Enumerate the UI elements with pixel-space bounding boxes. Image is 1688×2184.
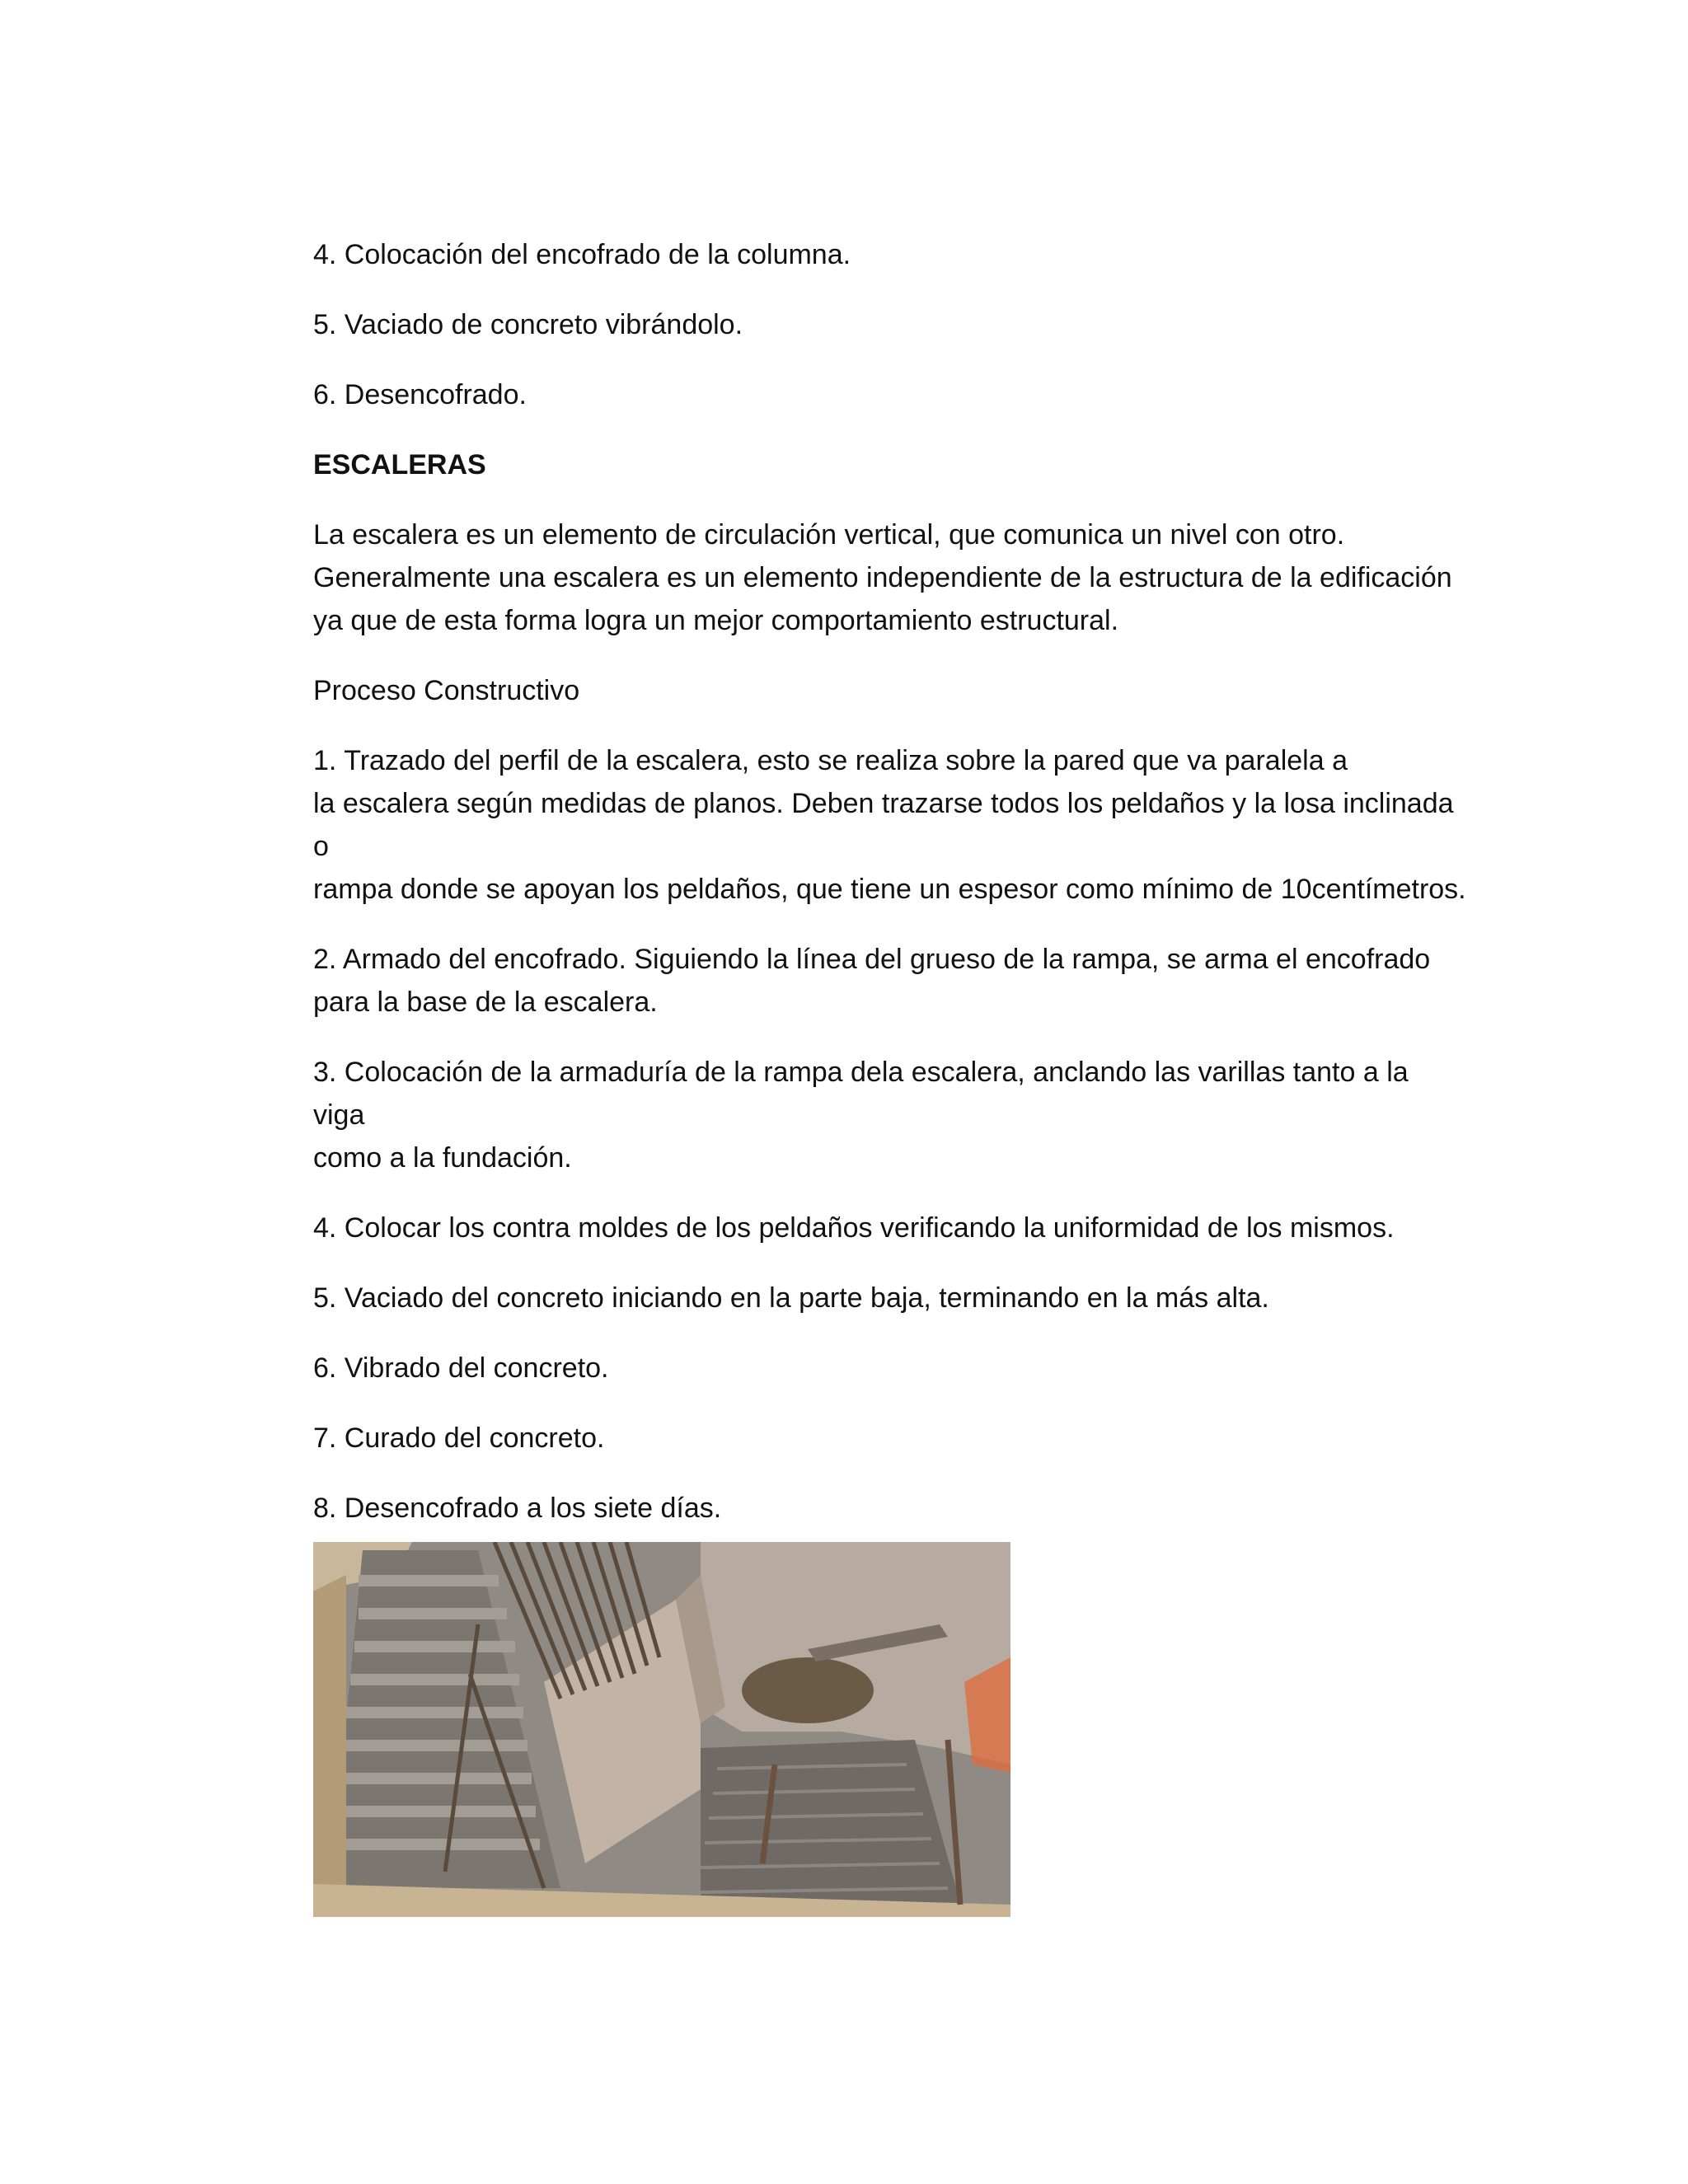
text-line: rampa donde se apoyan los peldaños, que tiene un espesor como mínimo de 10centímetros. (313, 874, 1466, 905)
text-line: la escalera según medidas de planos. Deben trazarse todos los peldaños y la losa inclinada o (313, 788, 1454, 862)
step-paragraph (313, 739, 1467, 911)
text-line: como a la fundación. (313, 1142, 572, 1174)
paragraph: 5. Vaciado de concreto vibrándolo. (313, 309, 743, 340)
step-paragraph: 5. Vaciado del concreto iniciando en la parte baja, terminando en la más alta. (313, 1282, 1269, 1314)
step-paragraph (313, 1051, 1467, 1179)
text-line: ya que de esta forma logra un mejor comportamiento estructural. (313, 605, 1119, 636)
text-line: 2. Armado del encofrado. Siguiendo la línea del grueso de la rampa, se arma el encofrado (313, 944, 1431, 975)
document-body (313, 233, 1467, 1627)
section-heading: ESCALERAS (313, 449, 486, 480)
step-paragraph (313, 938, 1467, 1024)
text-line: para la base de la escalera. (313, 987, 658, 1018)
paragraph: 4. Colocación del encofrado de la columna. (313, 239, 851, 270)
subheading: Proceso Constructivo (313, 675, 580, 706)
step-paragraph: 6. Vibrado del concreto. (313, 1352, 609, 1384)
step-paragraph: 8. Desencofrado a los siete días. (313, 1493, 722, 1524)
text-line: La escalera es un elemento de circulación vertical, que comunica un nivel con otro. (313, 519, 1345, 551)
step-paragraph: 4. Colocar los contra moldes de los peldaños verificando la uniformidad de los mismos. (313, 1212, 1395, 1244)
text-line: 3. Colocación de la armaduría de la rampa dela escalera, anclando las varillas tanto a la viga (313, 1057, 1409, 1131)
staircase-construction-photo (313, 1542, 1010, 1917)
paragraph: 6. Desencofrado. (313, 379, 527, 410)
text-line: 1. Trazado del perfil de la escalera, esto se realiza sobre la pared que va paralela a (313, 745, 1348, 776)
step-paragraph: 7. Curado del concreto. (313, 1422, 605, 1454)
intro-paragraph (313, 513, 1467, 642)
text-line: Generalmente una escalera es un elemento independiente de la estructura de la edificación (313, 562, 1452, 593)
